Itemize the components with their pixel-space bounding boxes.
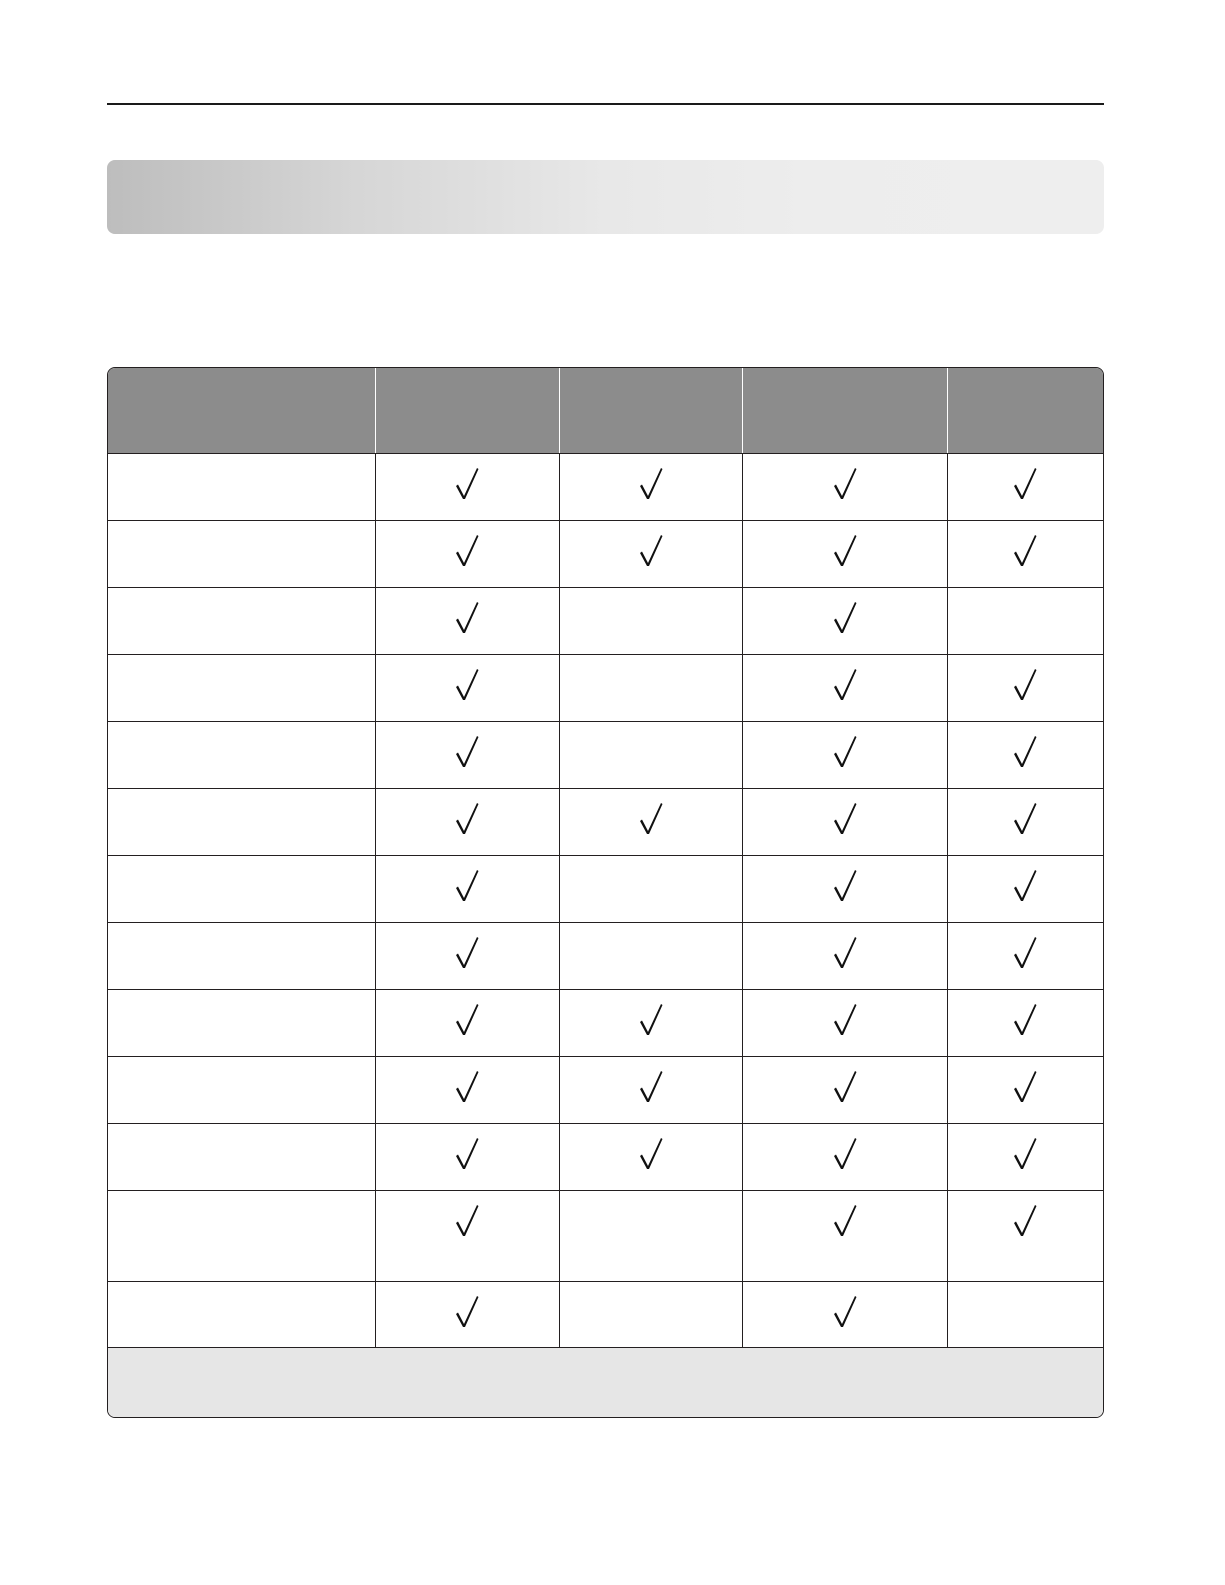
table-cell [375, 1282, 559, 1349]
table-cell [559, 923, 742, 990]
table-cell [559, 588, 742, 655]
header-cell-1 [375, 368, 559, 454]
table-cell [742, 588, 947, 655]
table-cell [742, 990, 947, 1057]
check-mark-icon [455, 801, 479, 835]
table-row [108, 521, 1103, 588]
table-row [108, 655, 1103, 722]
table-cell [559, 1057, 742, 1124]
table-cell [742, 1057, 947, 1124]
table-cell [559, 789, 742, 856]
check-mark-icon [455, 734, 479, 768]
check-mark-icon [639, 1136, 663, 1170]
table-row [108, 1282, 1103, 1349]
table-cell [742, 789, 947, 856]
table-cell [559, 521, 742, 588]
header-cell-2 [559, 368, 742, 454]
check-mark-icon [833, 868, 857, 902]
check-mark-icon [1013, 466, 1037, 500]
check-mark-icon [833, 667, 857, 701]
check-mark-icon [1013, 801, 1037, 835]
check-mark-icon [1013, 734, 1037, 768]
check-mark-icon [833, 801, 857, 835]
table-header-row [108, 368, 1103, 454]
check-mark-icon [1013, 1136, 1037, 1170]
row-label-cell [108, 1124, 375, 1191]
table-cell [947, 856, 1103, 923]
table-cell [375, 856, 559, 923]
check-mark-icon [833, 935, 857, 969]
table-cell [947, 1124, 1103, 1191]
table-row [108, 588, 1103, 655]
table-row [108, 923, 1103, 990]
table-cell [947, 1057, 1103, 1124]
row-label-cell [108, 1282, 375, 1349]
table-cell [947, 655, 1103, 722]
check-mark-icon [833, 1294, 857, 1328]
table-cell [559, 454, 742, 521]
table-cell [375, 1057, 559, 1124]
check-mark-icon [639, 1002, 663, 1036]
row-label-cell [108, 655, 375, 722]
check-mark-icon [639, 801, 663, 835]
header-cell-4 [947, 368, 1103, 454]
table-cell [375, 521, 559, 588]
table-cell [947, 1191, 1103, 1282]
check-mark-icon [639, 533, 663, 567]
table-cell [947, 990, 1103, 1057]
check-mark-icon [1013, 935, 1037, 969]
check-mark-icon [833, 1203, 857, 1237]
check-mark-icon [833, 734, 857, 768]
check-mark-icon [1013, 868, 1037, 902]
table-row [108, 1191, 1103, 1282]
check-mark-icon [455, 533, 479, 567]
check-mark-icon [639, 466, 663, 500]
table-cell [947, 789, 1103, 856]
row-label-cell [108, 521, 375, 588]
table-cell [947, 1282, 1103, 1349]
row-label-cell [108, 990, 375, 1057]
check-mark-icon [455, 1294, 479, 1328]
header-rule [107, 103, 1104, 105]
check-mark-icon [1013, 1069, 1037, 1103]
row-label-cell [108, 856, 375, 923]
table-cell [947, 521, 1103, 588]
row-label-cell [108, 923, 375, 990]
table-row [108, 1124, 1103, 1191]
section-heading-band [107, 160, 1104, 234]
check-mark-icon [455, 1069, 479, 1103]
check-mark-icon [833, 1002, 857, 1036]
table-footnote [108, 1347, 1103, 1417]
check-mark-icon [833, 600, 857, 634]
table-cell [947, 722, 1103, 789]
table-cell [742, 722, 947, 789]
compatibility-grid [108, 368, 1103, 1348]
check-mark-icon [455, 466, 479, 500]
row-label-cell [108, 454, 375, 521]
table-row [108, 1057, 1103, 1124]
table-row [108, 856, 1103, 923]
check-mark-icon [833, 466, 857, 500]
header-cell-3 [742, 368, 947, 454]
table-cell [947, 454, 1103, 521]
table-cell [947, 588, 1103, 655]
table-cell [375, 990, 559, 1057]
table-cell [742, 454, 947, 521]
table-cell [742, 655, 947, 722]
table-cell [559, 990, 742, 1057]
table-cell [375, 454, 559, 521]
table-cell [742, 1282, 947, 1349]
header-cell-label [108, 368, 375, 454]
table-cell [375, 1124, 559, 1191]
row-label-cell [108, 789, 375, 856]
check-mark-icon [639, 1069, 663, 1103]
check-mark-icon [1013, 533, 1037, 567]
table-row [108, 454, 1103, 521]
check-mark-icon [455, 1136, 479, 1170]
check-mark-icon [1013, 667, 1037, 701]
table-cell [559, 1124, 742, 1191]
table-row [108, 789, 1103, 856]
table-body [108, 454, 1103, 1349]
row-label-cell [108, 588, 375, 655]
table-cell [375, 722, 559, 789]
compatibility-table [107, 367, 1104, 1418]
check-mark-icon [833, 533, 857, 567]
check-mark-icon [833, 1136, 857, 1170]
row-label-cell [108, 1191, 375, 1282]
check-mark-icon [455, 1203, 479, 1237]
table-cell [559, 655, 742, 722]
table-row [108, 990, 1103, 1057]
check-mark-icon [455, 868, 479, 902]
table-cell [559, 1282, 742, 1349]
table-cell [559, 856, 742, 923]
check-mark-icon [455, 600, 479, 634]
table-cell [742, 521, 947, 588]
table-cell [375, 1191, 559, 1282]
table-cell [742, 923, 947, 990]
table-cell [559, 1191, 742, 1282]
table-cell [742, 1191, 947, 1282]
check-mark-icon [455, 935, 479, 969]
check-mark-icon [1013, 1203, 1037, 1237]
table-cell [742, 1124, 947, 1191]
table-cell [375, 655, 559, 722]
check-mark-icon [833, 1069, 857, 1103]
table-cell [742, 856, 947, 923]
table-cell [559, 722, 742, 789]
table-cell [375, 923, 559, 990]
check-mark-icon [455, 667, 479, 701]
check-mark-icon [1013, 1002, 1037, 1036]
check-mark-icon [455, 1002, 479, 1036]
row-label-cell [108, 722, 375, 789]
row-label-cell [108, 1057, 375, 1124]
table-row [108, 722, 1103, 789]
table-cell [947, 923, 1103, 990]
table-cell [375, 588, 559, 655]
table-cell [375, 789, 559, 856]
